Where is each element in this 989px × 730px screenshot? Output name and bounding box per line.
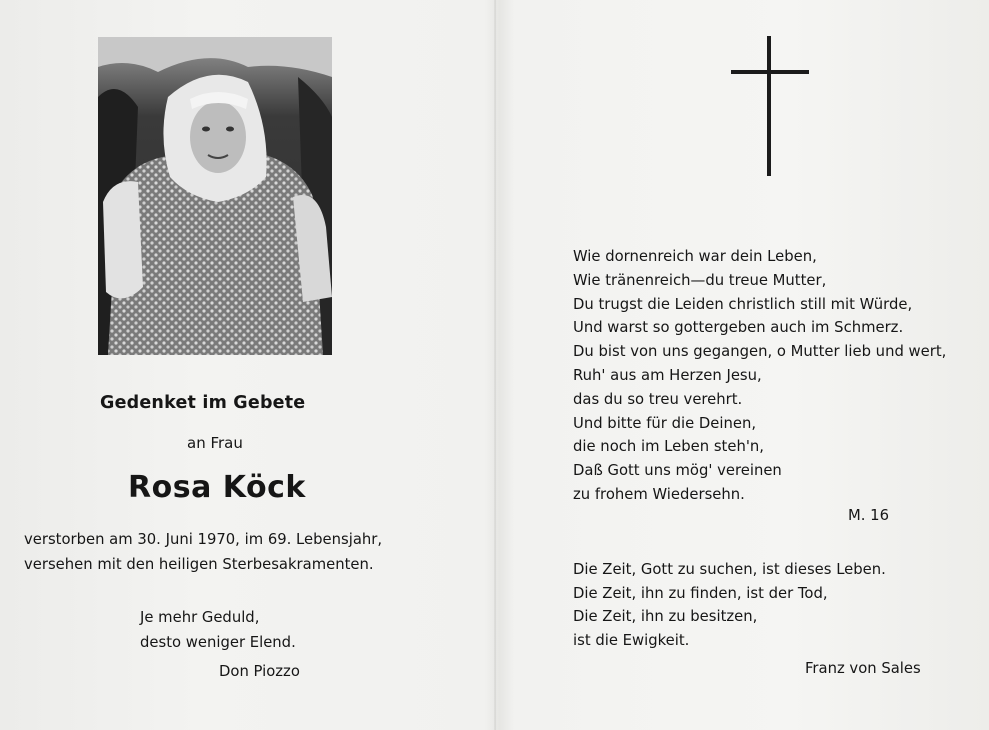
- poem-line: Daß Gott uns mög' vereinen: [573, 462, 782, 480]
- poem-line: Wie dornenreich war dein Leben,: [573, 248, 817, 265]
- poem-line: Und warst so gottergeben auch im Schmerz.: [573, 319, 904, 337]
- poem: [573, 245, 946, 507]
- death-line: versehen mit den heiligen Sterbesakramenten.: [24, 556, 374, 573]
- poem2-line: Die Zeit, ihn zu besitzen,: [573, 608, 758, 626]
- poem-line: Du bist von uns gegangen, o Mutter lieb und wert,: [573, 343, 947, 361]
- poem2-author: Franz von Sales: [805, 660, 921, 677]
- poem-reference: M. 16: [848, 507, 890, 524]
- heading: Gedenket im Gebete: [100, 393, 306, 413]
- quote: [140, 605, 296, 655]
- poem2-line: Die Zeit, Gott zu suchen, ist dieses Leben.: [573, 561, 886, 578]
- quote-line: desto weniger Elend.: [140, 634, 296, 651]
- poem2-line: ist die Ewigkeit.: [573, 631, 690, 649]
- second-poem: [573, 558, 886, 652]
- deceased-name: Rosa Köck: [128, 470, 306, 505]
- poem-line: Ruh' aus am Herzen Jesu,: [573, 366, 762, 384]
- death-info: [24, 527, 382, 577]
- portrait-image: [98, 37, 332, 355]
- poem-line: zu frohem Wiedersehn.: [573, 485, 745, 503]
- poem-line: das du so treu verehrt.: [573, 390, 743, 408]
- quote-line: Je mehr Geduld,: [140, 609, 260, 626]
- poem-line: Wie tränenreich—du treue Mutter,: [573, 271, 827, 289]
- cross-horizontal-bar: [731, 70, 809, 74]
- death-line: verstorben am 30. Juni 1970, im 69. Lebensjahr,: [24, 531, 383, 548]
- poem-line: Und bitte für die Deinen,: [573, 414, 757, 432]
- poem-line: Du trugst die Leiden christlich still mit Würde,: [573, 295, 913, 313]
- poem2-line: Die Zeit, ihn zu finden, ist der Tod,: [573, 584, 828, 602]
- quote-author: Don Piozzo: [219, 663, 300, 680]
- salutation: an Frau: [187, 434, 243, 452]
- poem-line: die noch im Leben steh'n,: [573, 438, 764, 456]
- portrait-photo: [98, 37, 332, 355]
- cross-vertical-bar: [767, 36, 771, 176]
- card-fold: [494, 0, 497, 730]
